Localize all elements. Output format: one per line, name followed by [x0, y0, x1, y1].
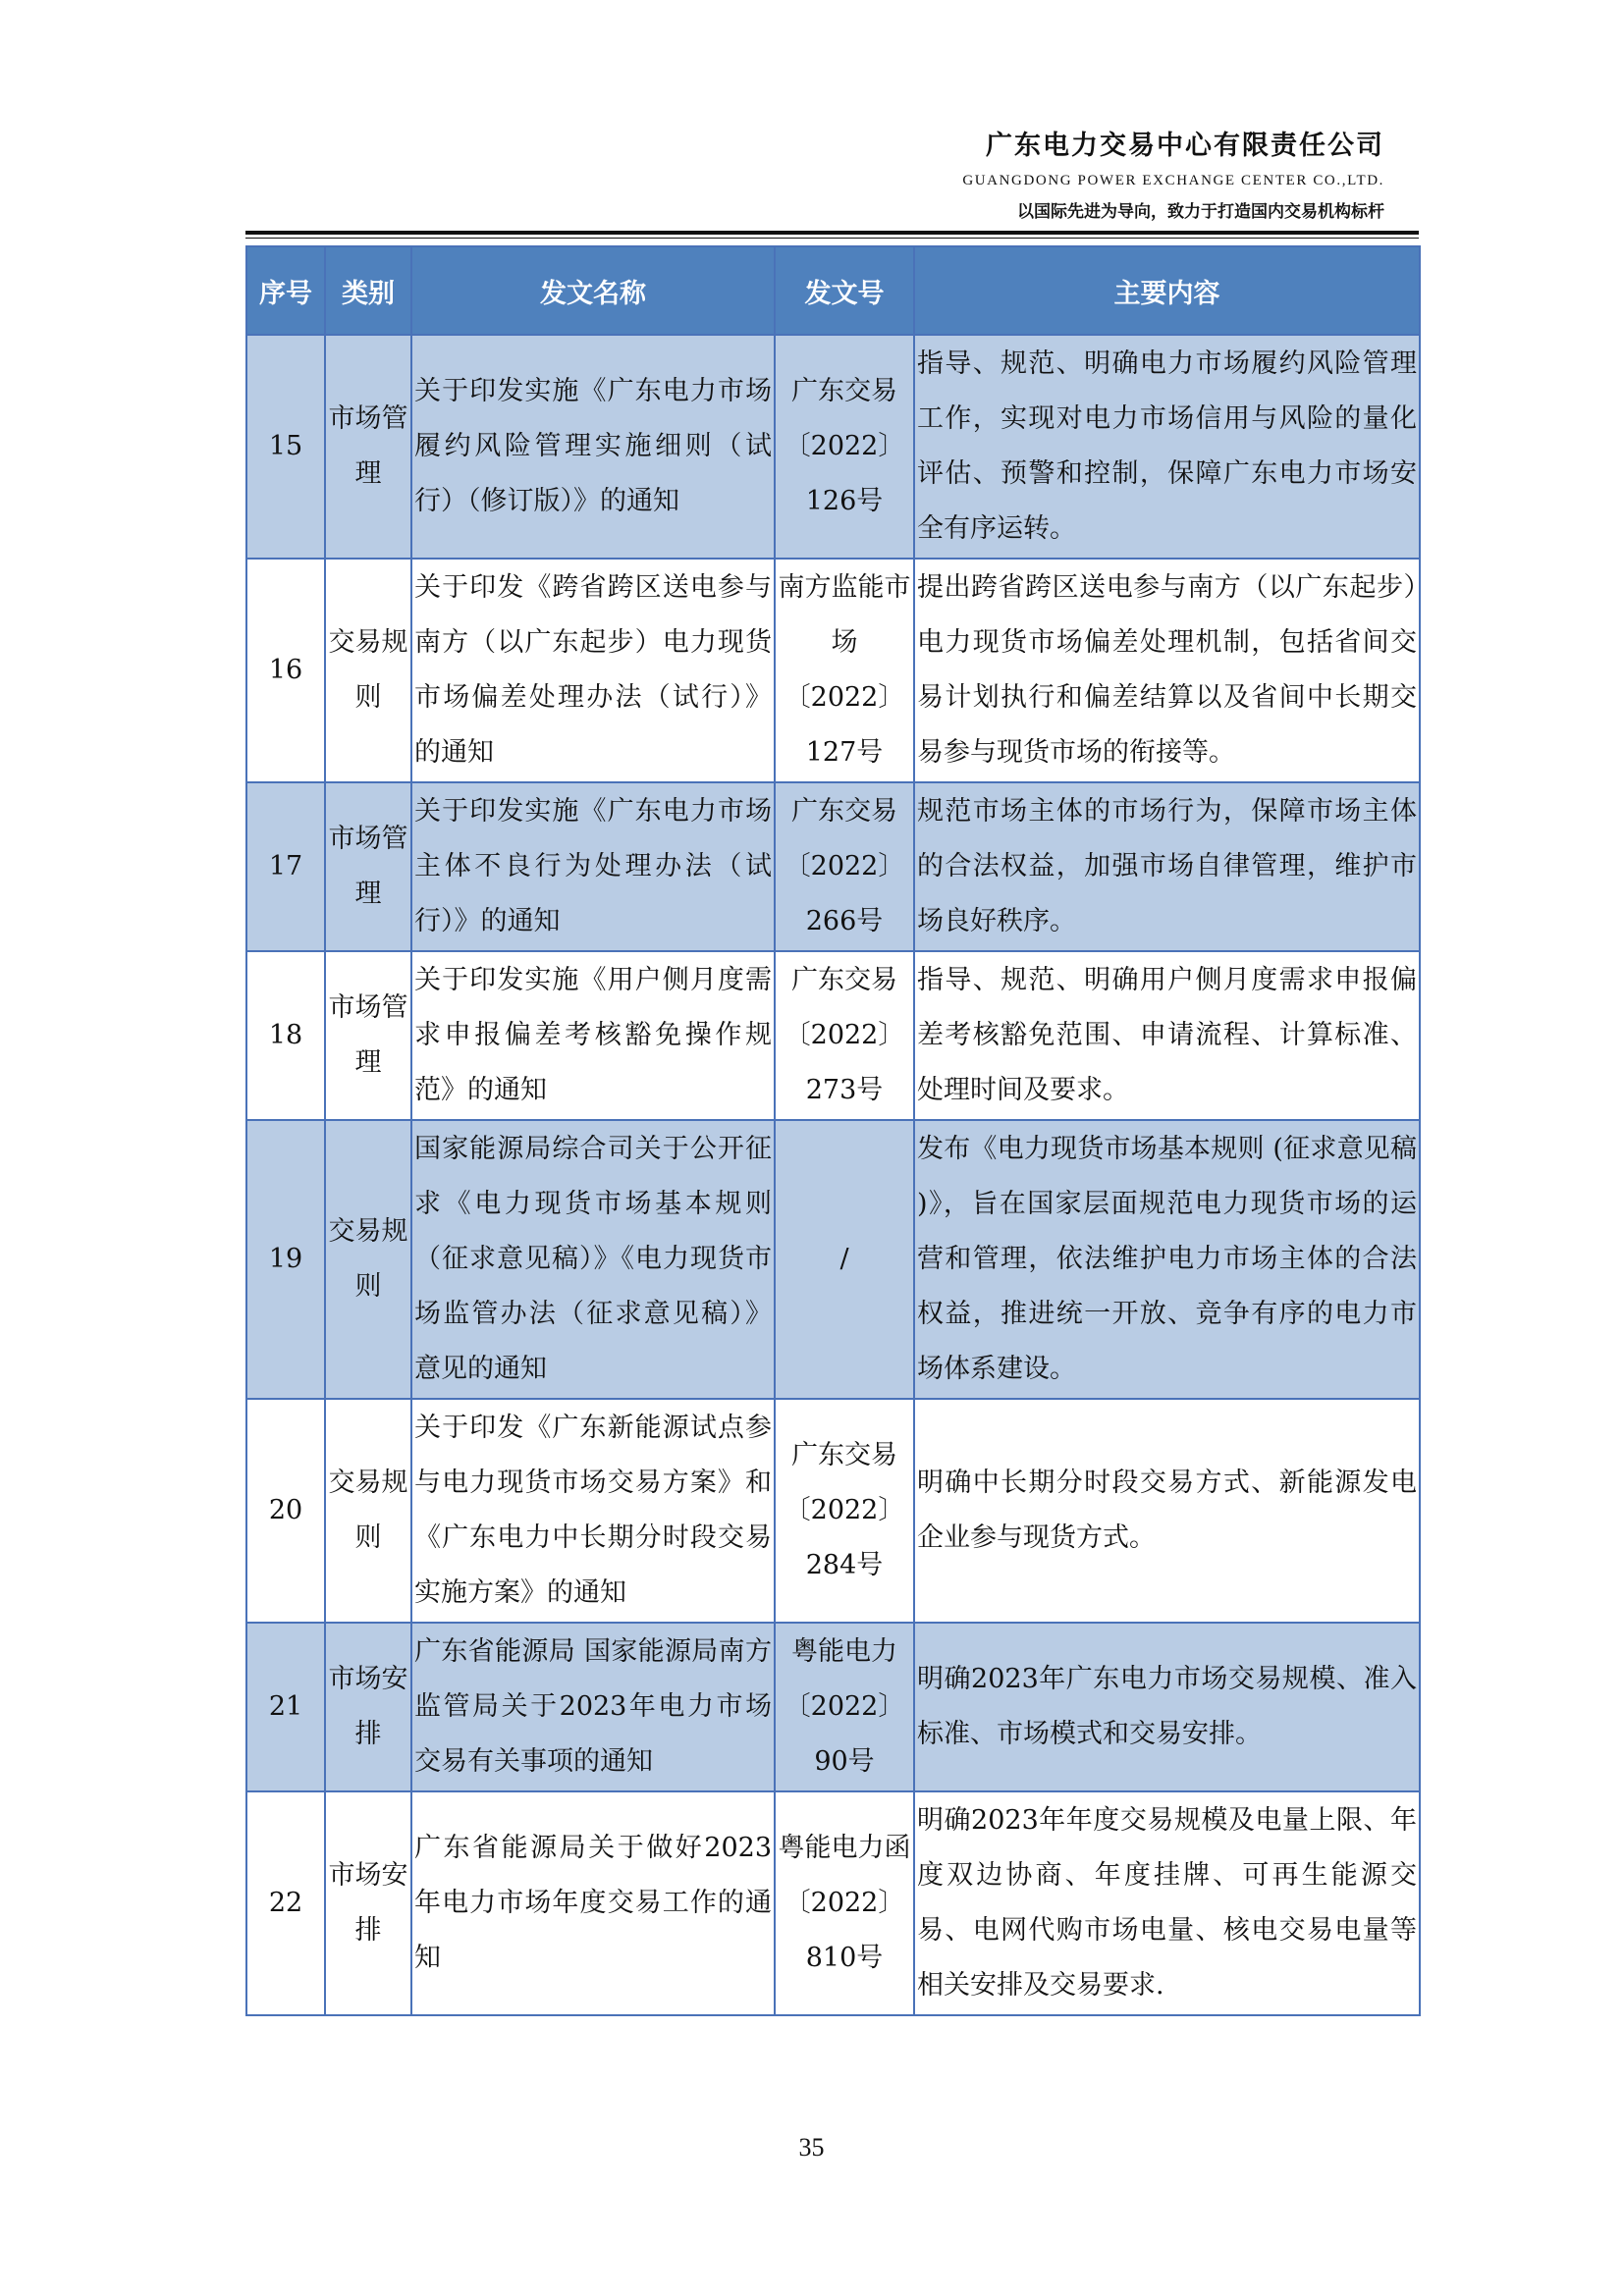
table-row [246, 1120, 1420, 1399]
row-content: 发布《电力现货市场基本规则 (征求意见稿 )》，旨在国家层面规范电力现货市场的运营和管理，依法维护电力市场主体的合法权益，推进统一开放、竞争有序的电力市场体系建设。 [914, 1120, 1420, 1399]
row-content: 明确2023年广东电力市场交易规模、准入标准、市场模式和交易安排。 [914, 1623, 1420, 1791]
company-name-english: GUANGDONG POWER EXCHANGE CENTER CO.,LTD. [962, 173, 1384, 188]
row-category: 交易规则 [325, 1399, 411, 1623]
row-title: 国家能源局综合司关于公开征求《电力现货市场基本规则（征求意见稿）》《电力现货市场监管办法（征求意见稿）》意见的通知 [411, 1120, 775, 1399]
row-category: 交易规则 [325, 1120, 411, 1399]
row-title: 关于印发《跨省跨区送电参与南方（以广东起步）电力现货市场偏差处理办法（试行）》的通知 [411, 559, 775, 782]
row-content: 指导、规范、明确电力市场履约风险管理工作，实现对电力市场信用与风险的量化评估、预警和控制，保障广东电力市场安全有序运转。 [914, 335, 1420, 559]
row-doc-number: 南方监能市场〔2022〕127号 [775, 559, 914, 782]
row-number: 15 [246, 335, 325, 559]
row-content: 明确2023年年度交易规模及电量上限、年度双边协商、年度挂牌、可再生能源交易、电网代购市场电量、核电交易电量等相关安排及交易要求. [914, 1791, 1420, 2015]
row-content: 规范市场主体的市场行为，保障市场主体的合法权益，加强市场自律管理，维护市场良好秩序。 [914, 782, 1420, 951]
row-title: 广东省能源局 国家能源局南方监管局关于2023年电力市场交易有关事项的通知 [411, 1623, 775, 1791]
page-number: 35 [798, 2133, 825, 2162]
column-header-title: 发文名称 [411, 246, 775, 335]
row-title: 关于印发《广东新能源试点参与电力现货市场交易方案》和《广东电力中长期分时段交易实施方案》的通知 [411, 1399, 775, 1623]
table-header-row [246, 246, 1420, 335]
table-row [246, 782, 1420, 951]
row-number: 16 [246, 559, 325, 782]
row-number: 21 [246, 1623, 325, 1791]
row-number: 18 [246, 951, 325, 1120]
row-number: 22 [246, 1791, 325, 2015]
column-header-category: 类别 [325, 246, 411, 335]
table-row [246, 1791, 1420, 2015]
row-title: 关于印发实施《用户侧月度需求申报偏差考核豁免操作规范》的通知 [411, 951, 775, 1120]
company-slogan: 以国际先进为导向，致力于打造国内交易机构标杆 [1017, 202, 1384, 222]
row-doc-number: 广东交易〔2022〕266号 [775, 782, 914, 951]
row-doc-number: / [775, 1120, 914, 1399]
row-title: 关于印发实施《广东电力市场履约风险管理实施细则（试行）（修订版）》的通知 [411, 335, 775, 559]
row-category: 市场安排 [325, 1623, 411, 1791]
row-category: 市场管理 [325, 782, 411, 951]
row-category: 交易规则 [325, 559, 411, 782]
table-row [246, 951, 1420, 1120]
row-title: 广东省能源局关于做好2023年电力市场年度交易工作的通知 [411, 1791, 775, 2015]
column-header-no: 序号 [246, 246, 325, 335]
row-doc-number: 粤能电力〔2022〕90号 [775, 1623, 914, 1791]
page-header [0, 0, 1623, 245]
row-category: 市场管理 [325, 335, 411, 559]
row-number: 17 [246, 782, 325, 951]
table-row [246, 559, 1420, 782]
row-title: 关于印发实施《广东电力市场主体不良行为处理办法（试行）》的通知 [411, 782, 775, 951]
row-doc-number: 广东交易〔2022〕273号 [775, 951, 914, 1120]
row-doc-number: 广东交易〔2022〕284号 [775, 1399, 914, 1623]
header-rule-thick [245, 231, 1419, 235]
header-rule-thin [245, 238, 1419, 239]
table-row [246, 1623, 1420, 1791]
column-header-doc-no: 发文号 [775, 246, 914, 335]
row-content: 明确中长期分时段交易方式、新能源发电企业参与现货方式。 [914, 1399, 1420, 1623]
policy-table [245, 245, 1421, 2016]
row-content: 指导、规范、明确用户侧月度需求申报偏差考核豁免范围、申请流程、计算标准、处理时间及要求。 [914, 951, 1420, 1120]
row-category: 市场管理 [325, 951, 411, 1120]
company-name: 广东电力交易中心有限责任公司 [986, 131, 1384, 161]
column-header-content: 主要内容 [914, 246, 1420, 335]
row-category: 市场安排 [325, 1791, 411, 2015]
row-number: 20 [246, 1399, 325, 1623]
row-doc-number: 广东交易〔2022〕126号 [775, 335, 914, 559]
row-doc-number: 粤能电力函〔2022〕810号 [775, 1791, 914, 2015]
row-content: 提出跨省跨区送电参与南方（以广东起步）电力现货市场偏差处理机制，包括省间交易计划执行和偏差结算以及省间中长期交易参与现货市场的衔接等。 [914, 559, 1420, 782]
row-number: 19 [246, 1120, 325, 1399]
table-row [246, 1399, 1420, 1623]
table-row [246, 335, 1420, 559]
